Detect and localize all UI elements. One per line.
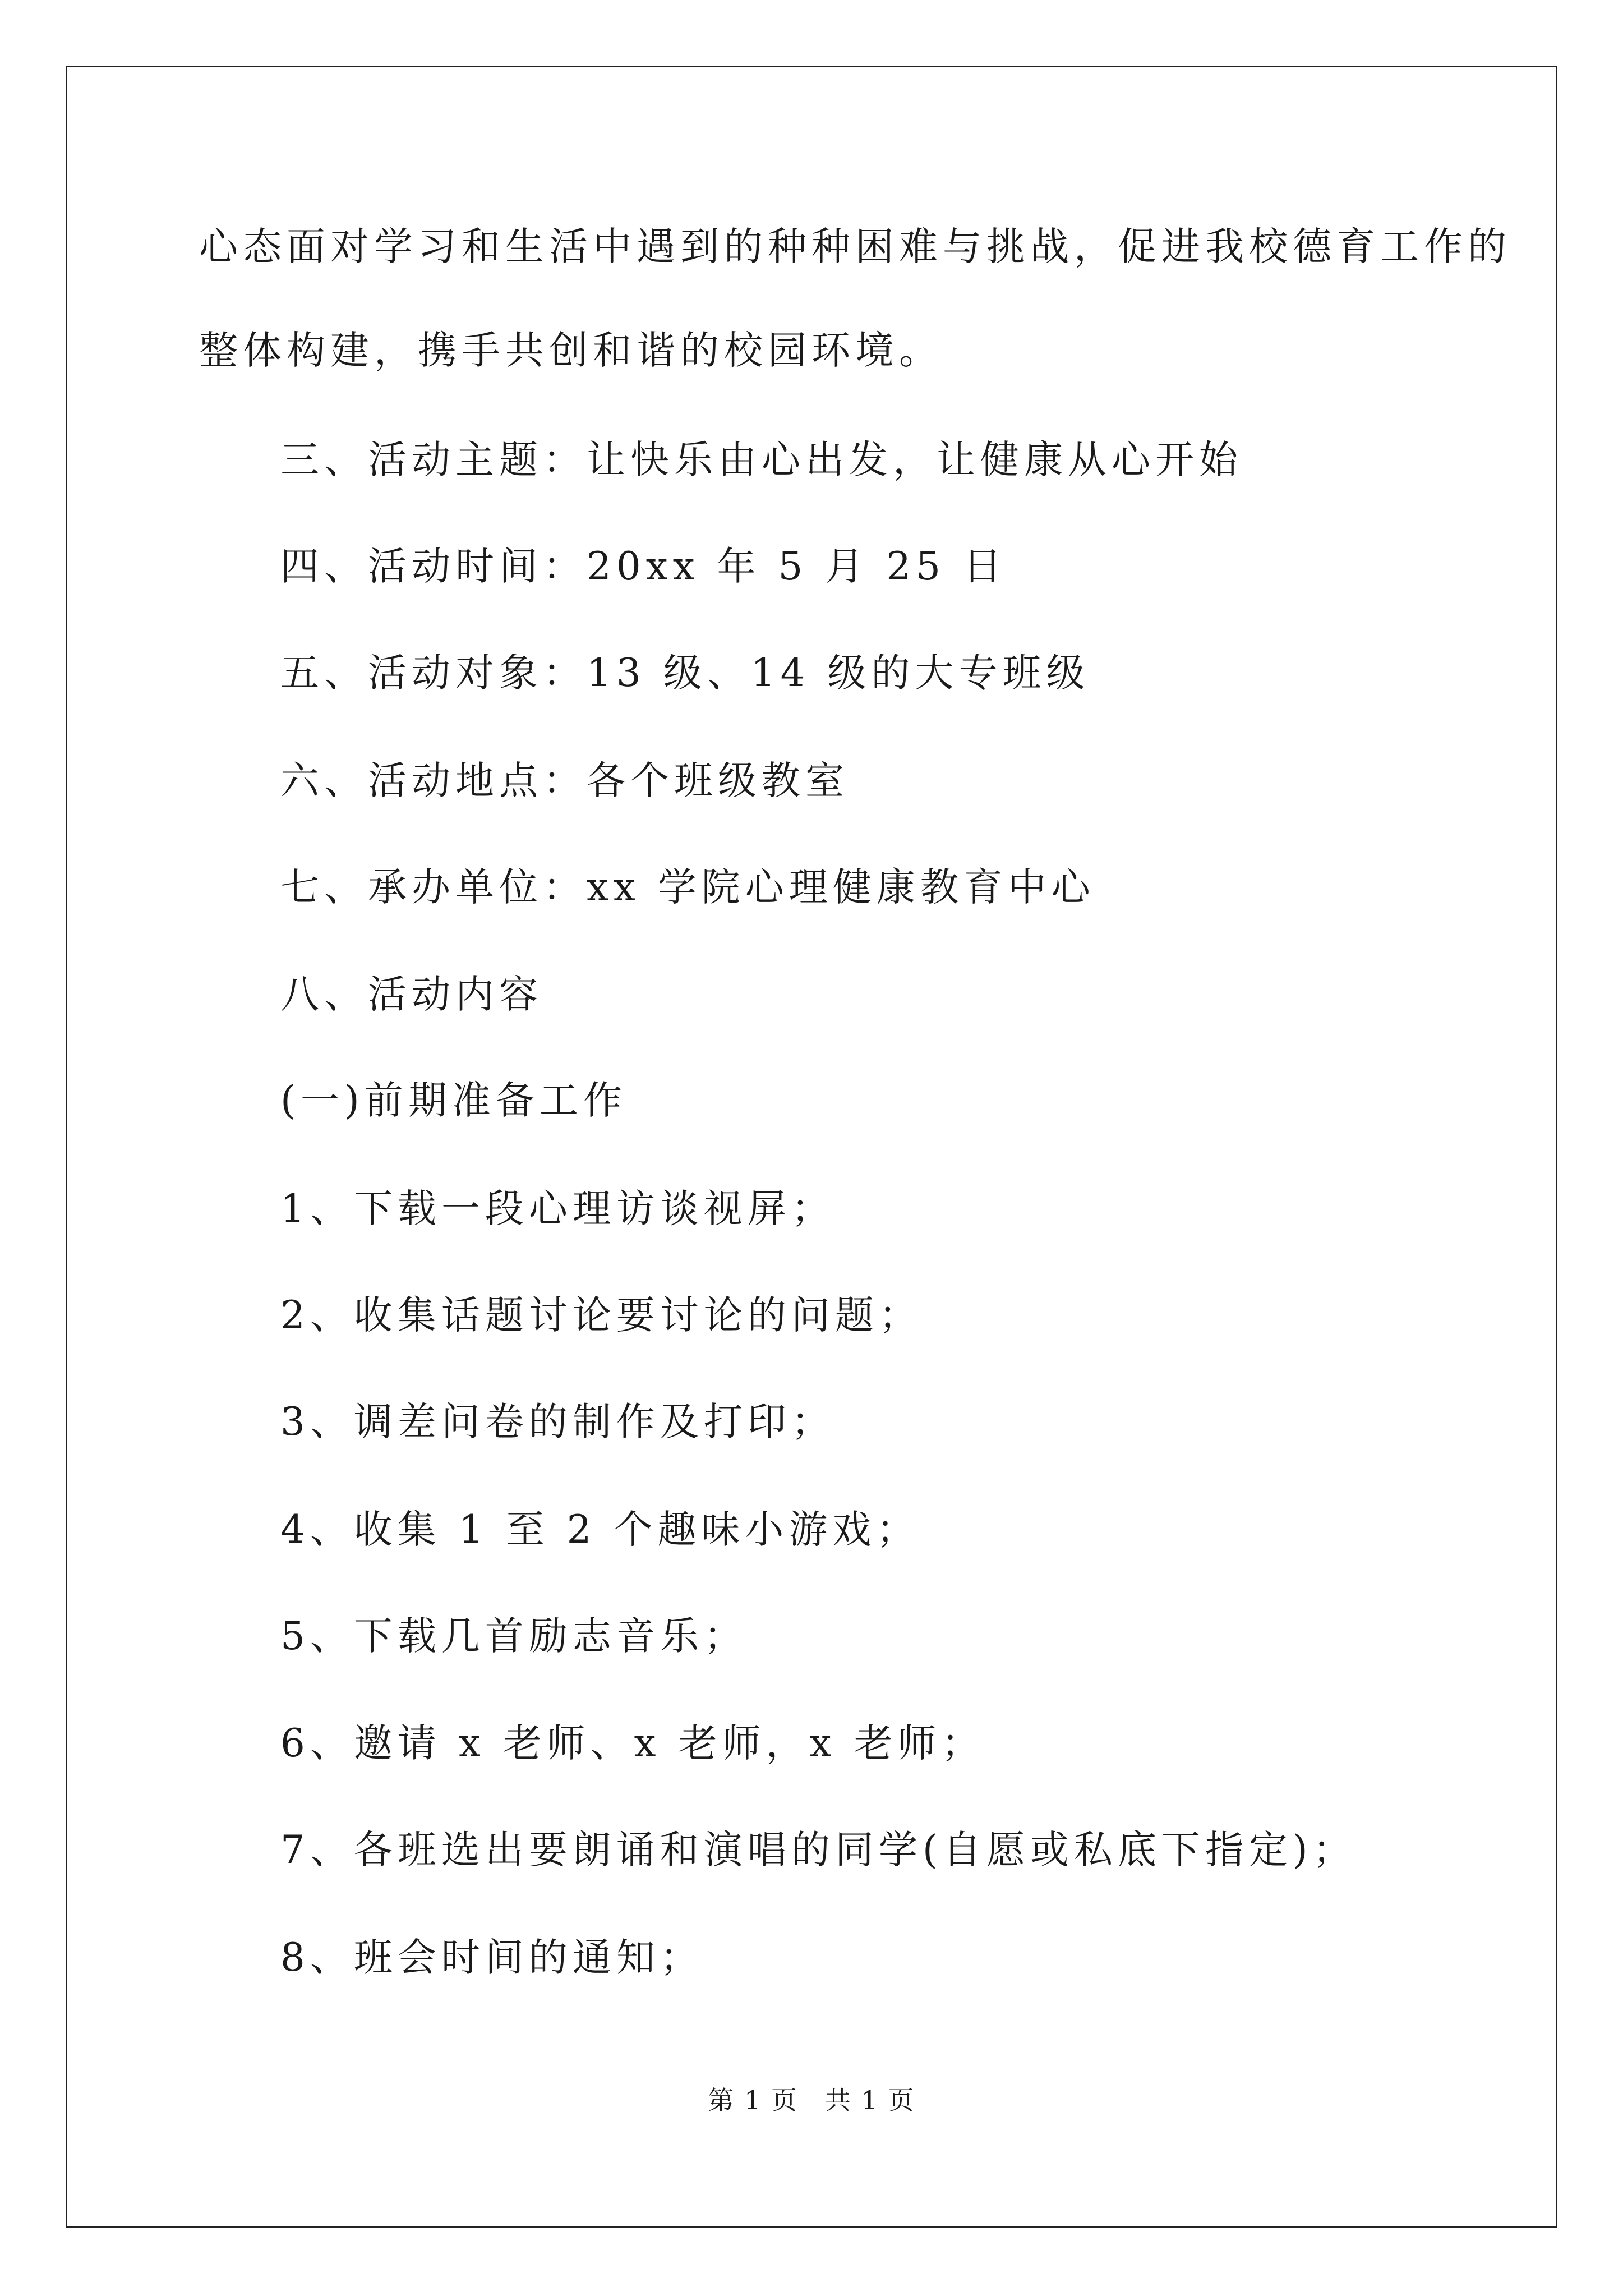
section-location: 六、活动地点：各个班级教室 <box>280 758 849 803</box>
section-time: 四、活动时间：20xx 年 5 月 25 日 <box>280 544 1007 589</box>
section-theme: 三、活动主题：让快乐由心出发，让健康从心开始 <box>280 438 1243 482</box>
list-item-7: 7、各班选出要朗诵和演唱的同学(自愿或私底下指定)； <box>280 1828 1357 1872</box>
list-item-5: 5、下载几首励志音乐； <box>280 1614 748 1659</box>
list-item-1: 1、下载一段心理访谈视屏； <box>280 1186 835 1231</box>
page-footer: 第 1 页 共 1 页 <box>708 2085 915 2115</box>
subsection-preparation-heading: (一)前期准备工作 <box>280 1078 627 1123</box>
section-audience: 五、活动对象：13 级、14 级的大专班级 <box>280 651 1090 696</box>
list-item-6: 6、邀请 x 老师、x 老师，x 老师； <box>280 1721 985 1766</box>
section-content-heading: 八、活动内容 <box>280 972 543 1017</box>
paragraph-continuation-line-2: 整体构建，携手共创和谐的校园环境。 <box>199 328 943 373</box>
list-item-8: 8、班会时间的通知； <box>280 1935 704 1980</box>
paragraph-continuation-line-1: 心态面对学习和生活中遇到的种种困难与挑战，促进我校德育工作的 <box>199 224 1511 269</box>
section-organizer: 七、承办单位：xx 学院心理健康教育中心 <box>280 865 1095 910</box>
list-item-3: 3、调差问卷的制作及打印； <box>280 1400 835 1444</box>
list-item-2: 2、收集话题讨论要讨论的问题； <box>280 1293 923 1338</box>
list-item-4: 4、收集 1 至 2 个趣味小游戏； <box>280 1507 920 1552</box>
page-border <box>66 66 1557 2228</box>
